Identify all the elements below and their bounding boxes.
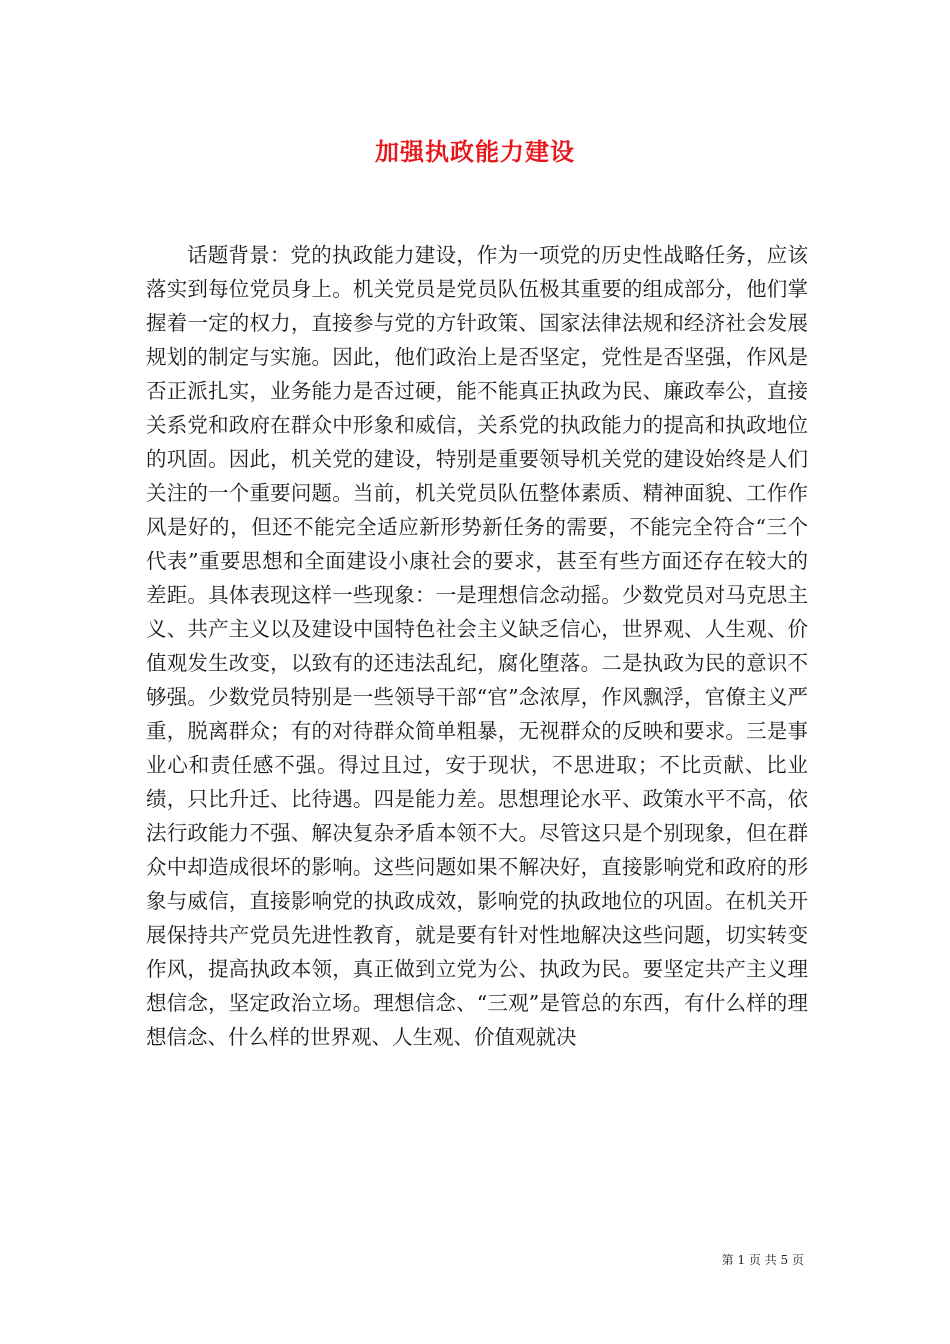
document-title: 加强执政能力建设 [375, 137, 575, 166]
page-number: 第 1 页 共 5 页 [721, 1253, 804, 1267]
body-paragraph: 话题背景：党的执政能力建设，作为一项党的历史性战略任务，应该落实到每位党员身上。机关党员是党员队伍极其重要的组成部分，他们掌握着一定的权力，直接参与党的方针政策、国家法律法规和经济社会发展规划的制定与实施。因此，他们政治上是否坚定，党性是否坚强，作风是否正派扎实，业务能力是否过硬，能不能真正执政为民、廉政奉公，直接关系党和政府在群众中形象和威信，关系党的执政能力的提高和执政地位的巩固。因此，机关党的建设，特别是重要领导机关党的建设始终是人们关注的一个重要问题。当前，机关党员队伍整体素质、精神面貌、工作作风是好的，但还不能完全适应新形势新任务的需要，不能完全符合“三个代表”重要思想和全面建设小康社会的要求，甚至有些方面还存在较大的差距。具体表现这样一些现象：一是理想信念动摇。少数党员对马克思主义、共产主义以及建设中国特色社会主义缺乏信心，世界观、人生观、价值观发生改变，以致有的还违法乱纪，腐化堕落。二是执政为民的意识不够强。少数党员特别是一些领导干部“官”念浓厚，作风飘浮，官僚主义严重，脱离群众；有的对待群众简单粗暴，无视群众的反映和要求。三是事业心和责任感不强。得过且过，安于现状，不思进取；不比贡献、比业绩，只比升迁、比待遇。四是能力差。思想理论水平、政策水平不高，依法行政能力不强、解决复杂矛盾本领不大。尽管这只是个别现象，但在群众中却造成很坏的影响。这些问题如果不解决好，直接影响党和政府的形象与威信，直接影响党的执政成效，影响党的执政地位的巩固。在机关开展保持共产党员先进性教育，就是要有针对性地解决这些问题，切实转变作风，提高执政本领，真正做到立党为公、执政为民。要坚定共产主义理想信念，坚定政治立场。理想信念、“三观”是管总的东西，有什么样的理想信念、什么样的世界观、人生观、价值观就决 [146, 243, 808, 1049]
